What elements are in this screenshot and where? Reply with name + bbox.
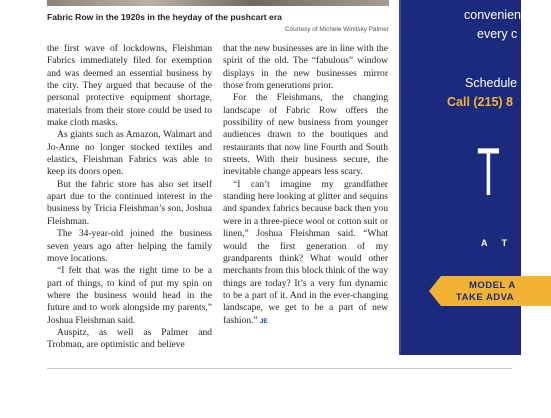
author-end-mark: JE: [259, 317, 268, 325]
article-column-2: [223, 43, 388, 328]
page-divider: [47, 368, 512, 369]
ad-text-at: A T M: [481, 238, 536, 248]
photo-caption: Fabric Row in the 1920s in the heyday of the pushcart era: [47, 12, 282, 22]
paragraph: Auspitz, as well as Palmer and Trobman, are optimistic and believe: [47, 326, 212, 351]
paragraph: For the Fleishmans, the changing landscape of Fabric Row offers the possibility of new business from younger audiences drawn to the boutiques and restaurants that now line Fourth and South streets. With their business secure, the inevitable change appears less scary.: [223, 92, 388, 178]
paragraph: As giants such as Amazon, Walmart and Jo-Anne no longer stocked textiles and elastics, Fleishman Fabrics was able to keep its doors open.: [47, 129, 212, 178]
ad-large-letter: T: [477, 134, 501, 210]
ad-text-schedule: Schedule: [465, 76, 518, 90]
paragraph: the first wave of lockdowns, Fleishman Fabrics immediately filed for exemption and was deemed an essential business by the city. They argued that because of the personal protective equipment shortage, materials from their store could be used to make cloth masks.: [47, 43, 212, 129]
paragraph: The 34-year-old joined the business seven years ago after helping the family move locations.: [47, 228, 212, 264]
advertisement[interactable]: [399, 0, 536, 355]
ad-phone-number: Call (215) 8: [447, 95, 514, 109]
ad-banner-line-2: TAKE ADVA: [456, 292, 515, 303]
paragraph: [223, 179, 388, 328]
ad-text-every: every c: [477, 27, 518, 41]
paragraph-text: “I can’t imagine my grandfather standing here looking at glitter and sequins and spandex fabrics because back then you were in a three-piece wool or cotton suit or linen,” Joshua Fleishman said. “What would the first generation of my grandparents think? What would other merchants from this block think of the way things are today? It’s a very fun dynamic to be a part of it. And in the ever-changing landscape, we get to be a part of new fashion.”: [223, 178, 388, 326]
article-column-1: [47, 43, 212, 352]
paragraph: But the fabric store has also set itself apart due to the continued interest in the business by Tricia Fleishman’s son, Joshua Fleishman.: [47, 178, 212, 227]
photo-bottom-edge: [47, 0, 389, 6]
photo-credit: Courtesy of Michele Winitsky Palmer: [284, 26, 389, 33]
paragraph: that the new businesses are in line with the spirit of the old. The “fabulous” window displays in the new businesses mirror those from generations prior.: [223, 43, 388, 92]
paragraph: “I felt that was the right time to be a part of things, to kind of put my spin on where the business would head in the future and to work alongside my parents,” Joshua Fleishman said.: [47, 265, 212, 326]
ad-text-convenient: convenien: [464, 8, 521, 22]
ad-banner-line-1: MODEL A: [469, 280, 516, 291]
ad-banner: [441, 276, 551, 306]
